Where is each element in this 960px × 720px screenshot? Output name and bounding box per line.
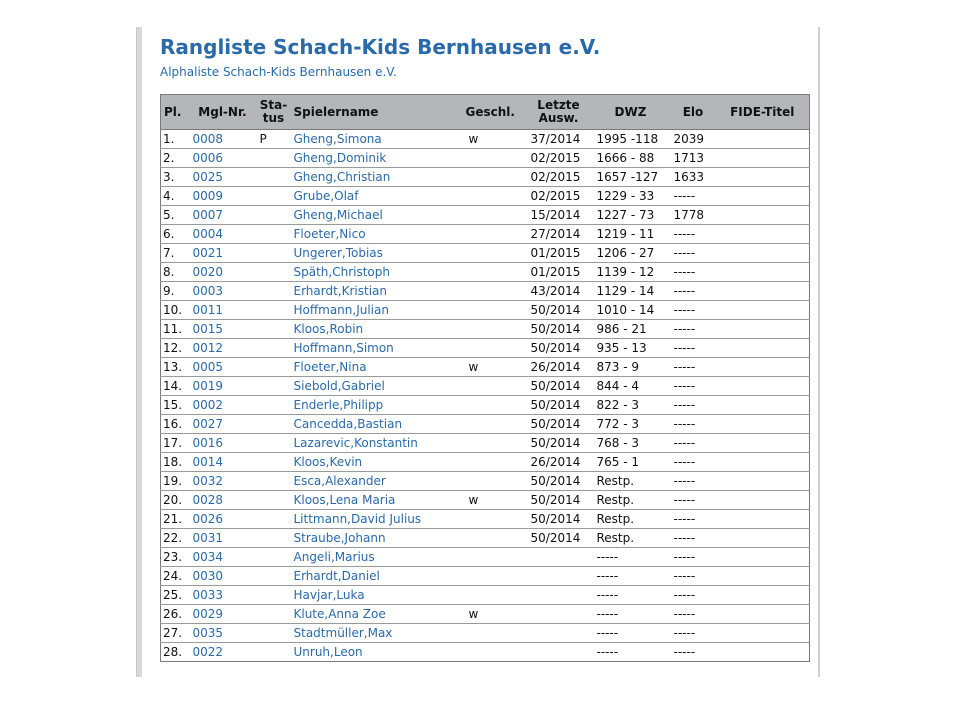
cell-letzte-ausw: [527, 567, 591, 586]
header-mgl-nr: Mgl-Nr.: [189, 95, 257, 130]
player-name-link[interactable]: Kloos,Robin: [291, 320, 463, 339]
cell-elo: -----: [671, 244, 716, 263]
cell-dwz: -----: [591, 567, 671, 586]
cell-geschl: [463, 434, 527, 453]
cell-fide-titel: [716, 244, 810, 263]
cell-geschl: [463, 149, 527, 168]
player-name-link[interactable]: Cancedda,Bastian: [291, 415, 463, 434]
cell-dwz: -----: [591, 548, 671, 567]
cell-elo: -----: [671, 225, 716, 244]
member-number-link[interactable]: 0004: [189, 225, 257, 244]
table-row: [161, 624, 810, 643]
cell-letzte-ausw: 50/2014: [527, 339, 591, 358]
cell-fide-titel: [716, 529, 810, 548]
cell-dwz: 935 - 13: [591, 339, 671, 358]
cell-pl: 25.: [161, 586, 189, 605]
cell-geschl: [463, 510, 527, 529]
table-row: [161, 244, 810, 263]
cell-pl: 11.: [161, 320, 189, 339]
cell-letzte-ausw: 26/2014: [527, 358, 591, 377]
cell-status: [257, 149, 291, 168]
cell-status: [257, 491, 291, 510]
cell-letzte-ausw: 43/2014: [527, 282, 591, 301]
cell-status: P: [257, 130, 291, 149]
cell-fide-titel: [716, 130, 810, 149]
cell-elo: -----: [671, 453, 716, 472]
table-header-row: [161, 95, 810, 130]
cell-dwz: 1206 - 27: [591, 244, 671, 263]
cell-status: [257, 586, 291, 605]
cell-dwz: 765 - 1: [591, 453, 671, 472]
cell-dwz: 844 - 4: [591, 377, 671, 396]
player-name-link[interactable]: Gheng,Dominik: [291, 149, 463, 168]
cell-elo: -----: [671, 263, 716, 282]
cell-letzte-ausw: 02/2015: [527, 187, 591, 206]
cell-fide-titel: [716, 434, 810, 453]
cell-fide-titel: [716, 358, 810, 377]
cell-pl: 19.: [161, 472, 189, 491]
member-number-link[interactable]: 0008: [189, 130, 257, 149]
cell-fide-titel: [716, 339, 810, 358]
table-row: [161, 358, 810, 377]
cell-elo: -----: [671, 548, 716, 567]
cell-status: [257, 453, 291, 472]
table-row: [161, 187, 810, 206]
cell-elo: -----: [671, 624, 716, 643]
cell-pl: 24.: [161, 567, 189, 586]
cell-letzte-ausw: 50/2014: [527, 415, 591, 434]
cell-fide-titel: [716, 491, 810, 510]
cell-pl: 23.: [161, 548, 189, 567]
table-row: [161, 282, 810, 301]
cell-geschl: [463, 643, 527, 662]
cell-status: [257, 358, 291, 377]
cell-letzte-ausw: [527, 624, 591, 643]
cell-pl: 6.: [161, 225, 189, 244]
cell-fide-titel: [716, 567, 810, 586]
cell-status: [257, 529, 291, 548]
header-spielername: Spielername: [291, 95, 463, 130]
cell-status: [257, 396, 291, 415]
cell-letzte-ausw: 01/2015: [527, 244, 591, 263]
member-number-link[interactable]: 0014: [189, 453, 257, 472]
player-name-link[interactable]: Späth,Christoph: [291, 263, 463, 282]
player-name-link[interactable]: Klute,Anna Zoe: [291, 605, 463, 624]
cell-geschl: [463, 263, 527, 282]
cell-fide-titel: [716, 415, 810, 434]
player-name-link[interactable]: Esca,Alexander: [291, 472, 463, 491]
cell-dwz: -----: [591, 605, 671, 624]
member-number-link[interactable]: 0009: [189, 187, 257, 206]
cell-elo: -----: [671, 472, 716, 491]
cell-geschl: [463, 548, 527, 567]
cell-letzte-ausw: 50/2014: [527, 472, 591, 491]
cell-letzte-ausw: 50/2014: [527, 396, 591, 415]
cell-letzte-ausw: 26/2014: [527, 453, 591, 472]
cell-elo: 2039: [671, 130, 716, 149]
member-number-link[interactable]: 0030: [189, 567, 257, 586]
cell-status: [257, 225, 291, 244]
player-name-link[interactable]: Gheng,Christian: [291, 168, 463, 187]
player-name-link[interactable]: Gheng,Michael: [291, 206, 463, 225]
cell-status: [257, 339, 291, 358]
cell-dwz: 1995 -118: [591, 130, 671, 149]
cell-fide-titel: [716, 149, 810, 168]
cell-geschl: [463, 567, 527, 586]
member-number-link[interactable]: 0016: [189, 434, 257, 453]
cell-letzte-ausw: 02/2015: [527, 149, 591, 168]
player-name-link[interactable]: Angeli,Marius: [291, 548, 463, 567]
cell-elo: -----: [671, 567, 716, 586]
cell-dwz: Restp.: [591, 472, 671, 491]
table-row: [161, 263, 810, 282]
header-pl: Pl.: [161, 95, 189, 130]
player-name-link[interactable]: Erhardt,Kristian: [291, 282, 463, 301]
table-row: [161, 586, 810, 605]
cell-status: [257, 567, 291, 586]
cell-letzte-ausw: 15/2014: [527, 206, 591, 225]
player-name-link[interactable]: Siebold,Gabriel: [291, 377, 463, 396]
cell-pl: 21.: [161, 510, 189, 529]
member-number-link[interactable]: 0011: [189, 301, 257, 320]
table-row: [161, 396, 810, 415]
member-number-link[interactable]: 0031: [189, 529, 257, 548]
cell-dwz: 1229 - 33: [591, 187, 671, 206]
cell-pl: 10.: [161, 301, 189, 320]
cell-geschl: w: [463, 605, 527, 624]
player-name-link[interactable]: Havjar,Luka: [291, 586, 463, 605]
cell-pl: 5.: [161, 206, 189, 225]
cell-pl: 15.: [161, 396, 189, 415]
cell-geschl: [463, 225, 527, 244]
cell-geschl: [463, 529, 527, 548]
cell-elo: -----: [671, 586, 716, 605]
cell-elo: 1633: [671, 168, 716, 187]
cell-dwz: Restp.: [591, 491, 671, 510]
player-name-link[interactable]: Floeter,Nico: [291, 225, 463, 244]
player-name-link[interactable]: Lazarevic,Konstantin: [291, 434, 463, 453]
cell-geschl: [463, 586, 527, 605]
table-row: [161, 206, 810, 225]
cell-status: [257, 605, 291, 624]
cell-elo: 1778: [671, 206, 716, 225]
member-number-link[interactable]: 0007: [189, 206, 257, 225]
header-letzte-ausw: Letzte Ausw.: [527, 95, 591, 130]
cell-dwz: 1010 - 14: [591, 301, 671, 320]
left-frame-border: [136, 27, 142, 677]
cell-pl: 22.: [161, 529, 189, 548]
cell-pl: 3.: [161, 168, 189, 187]
cell-status: [257, 377, 291, 396]
header-geschl: Geschl.: [463, 95, 527, 130]
table-row: [161, 453, 810, 472]
cell-dwz: 986 - 21: [591, 320, 671, 339]
right-frame-border: [818, 27, 820, 677]
player-name-link[interactable]: Gheng,Simona: [291, 130, 463, 149]
cell-dwz: 1129 - 14: [591, 282, 671, 301]
cell-fide-titel: [716, 187, 810, 206]
cell-pl: 17.: [161, 434, 189, 453]
cell-letzte-ausw: 50/2014: [527, 529, 591, 548]
cell-fide-titel: [716, 282, 810, 301]
player-name-link[interactable]: Kloos,Kevin: [291, 453, 463, 472]
header-status: Sta- tus: [257, 95, 291, 130]
player-name-link[interactable]: Erhardt,Daniel: [291, 567, 463, 586]
member-number-link[interactable]: 0032: [189, 472, 257, 491]
cell-geschl: [463, 282, 527, 301]
header-fide-titel: FIDE-Titel: [716, 95, 810, 130]
cell-pl: 1.: [161, 130, 189, 149]
cell-status: [257, 282, 291, 301]
cell-elo: -----: [671, 415, 716, 434]
cell-elo: 1713: [671, 149, 716, 168]
cell-geschl: [463, 453, 527, 472]
player-name-link[interactable]: Floeter,Nina: [291, 358, 463, 377]
member-number-link[interactable]: 0034: [189, 548, 257, 567]
cell-dwz: -----: [591, 624, 671, 643]
player-name-link[interactable]: Straube,Johann: [291, 529, 463, 548]
cell-status: [257, 624, 291, 643]
table-row: [161, 225, 810, 244]
cell-elo: -----: [671, 320, 716, 339]
cell-dwz: 1666 - 88: [591, 149, 671, 168]
cell-fide-titel: [716, 396, 810, 415]
player-name-link[interactable]: Kloos,Lena Maria: [291, 491, 463, 510]
header-dwz: DWZ: [591, 95, 671, 130]
cell-geschl: [463, 320, 527, 339]
cell-letzte-ausw: 50/2014: [527, 434, 591, 453]
cell-letzte-ausw: 27/2014: [527, 225, 591, 244]
cell-pl: 4.: [161, 187, 189, 206]
cell-elo: -----: [671, 491, 716, 510]
cell-dwz: 1657 -127: [591, 168, 671, 187]
cell-elo: -----: [671, 605, 716, 624]
cell-status: [257, 263, 291, 282]
cell-elo: -----: [673, 645, 696, 659]
cell-status: [257, 206, 291, 225]
cell-status: [257, 187, 291, 206]
member-number-link[interactable]: 0006: [189, 149, 257, 168]
cell-pl: 20.: [161, 491, 189, 510]
cell-fide-titel: [716, 472, 810, 491]
cell-dwz: 873 - 9: [591, 358, 671, 377]
member-number-link[interactable]: 0025: [189, 168, 257, 187]
ranking-table: [160, 94, 810, 662]
cell-status: [257, 301, 291, 320]
cell-fide-titel: [716, 510, 810, 529]
table-row: [161, 168, 810, 187]
member-number-link[interactable]: 0027: [189, 415, 257, 434]
cell-letzte-ausw: [527, 605, 591, 624]
table-row: [161, 339, 810, 358]
cell-geschl: w: [463, 358, 527, 377]
cell-fide-titel: [716, 624, 810, 643]
player-name-link[interactable]: Hoffmann,Julian: [291, 301, 463, 320]
cell-elo: -----: [671, 358, 716, 377]
cell-elo: -----: [671, 282, 716, 301]
cell-geschl: w: [463, 491, 527, 510]
table-row: [161, 567, 810, 586]
cell-pl: 2.: [161, 149, 189, 168]
cell-geschl: [463, 624, 527, 643]
cell-status: [257, 472, 291, 491]
cell-geschl: [463, 301, 527, 320]
cell-status: [257, 244, 291, 263]
cell-pl: 28.: [163, 645, 183, 659]
cell-letzte-ausw: 50/2014: [527, 301, 591, 320]
cell-fide-titel: [716, 643, 810, 662]
table-row: [161, 130, 810, 149]
member-number-link[interactable]: 0003: [189, 282, 257, 301]
player-name-link[interactable]: Ungerer,Tobias: [291, 244, 463, 263]
table-row: [161, 643, 810, 662]
cell-letzte-ausw: 50/2014: [527, 491, 591, 510]
cell-letzte-ausw: 02/2015: [527, 168, 591, 187]
table-row: [161, 301, 810, 320]
member-number-link[interactable]: 0012: [189, 339, 257, 358]
cell-letzte-ausw: [527, 643, 591, 662]
cell-elo: -----: [671, 377, 716, 396]
cell-letzte-ausw: [527, 586, 591, 605]
cell-dwz: Restp.: [591, 529, 671, 548]
cell-dwz: 822 - 3: [591, 396, 671, 415]
cell-fide-titel: [716, 548, 810, 567]
member-number-link[interactable]: 0033: [189, 586, 257, 605]
cell-fide-titel: [716, 168, 810, 187]
member-number-link[interactable]: 0019: [189, 377, 257, 396]
cell-elo: -----: [671, 396, 716, 415]
cell-pl: 13.: [161, 358, 189, 377]
cell-geschl: [463, 396, 527, 415]
table-row: [161, 548, 810, 567]
player-name-link[interactable]: Enderle,Philipp: [291, 396, 463, 415]
player-name-link[interactable]: Unruh,Leon: [293, 645, 363, 659]
cell-status: [257, 415, 291, 434]
cell-status: [257, 510, 291, 529]
table-row: [161, 149, 810, 168]
cell-fide-titel: [716, 586, 810, 605]
cell-geschl: [463, 168, 527, 187]
cell-dwz: 772 - 3: [591, 415, 671, 434]
cell-elo: -----: [671, 510, 716, 529]
table-row: [161, 320, 810, 339]
cell-pl: 7.: [161, 244, 189, 263]
table-row: [161, 415, 810, 434]
member-number-link[interactable]: 0029: [189, 605, 257, 624]
table-row: [161, 472, 810, 491]
page-subtitle: Alphaliste Schach-Kids Bernhausen e.V.: [160, 65, 397, 79]
cell-dwz: 1227 - 73: [591, 206, 671, 225]
member-number-link[interactable]: 0002: [189, 396, 257, 415]
cell-elo: -----: [671, 434, 716, 453]
cell-geschl: [463, 187, 527, 206]
cell-fide-titel: [716, 453, 810, 472]
ranking-table-body: [161, 130, 810, 662]
player-name-link[interactable]: Grube,Olaf: [291, 187, 463, 206]
cell-geschl: [463, 415, 527, 434]
member-number-link[interactable]: 0035: [189, 624, 257, 643]
player-name-link[interactable]: Stadtmüller,Max: [291, 624, 463, 643]
player-name-link[interactable]: Hoffmann,Simon: [291, 339, 463, 358]
cell-geschl: [463, 206, 527, 225]
cell-letzte-ausw: 50/2014: [527, 320, 591, 339]
member-number-link[interactable]: 0021: [189, 244, 257, 263]
cell-letzte-ausw: 50/2014: [527, 510, 591, 529]
cell-fide-titel: [716, 605, 810, 624]
cell-pl: 8.: [161, 263, 189, 282]
cell-geschl: [463, 339, 527, 358]
table-row: [161, 491, 810, 510]
cell-geschl: w: [463, 130, 527, 149]
cell-elo: -----: [671, 339, 716, 358]
cell-dwz: 768 - 3: [591, 434, 671, 453]
cell-status: [257, 434, 291, 453]
cell-elo: -----: [671, 301, 716, 320]
cell-pl: 9.: [161, 282, 189, 301]
cell-pl: 18.: [161, 453, 189, 472]
table-row: [161, 377, 810, 396]
cell-fide-titel: [716, 377, 810, 396]
cell-dwz: 1139 - 12: [591, 263, 671, 282]
member-number-link[interactable]: 0020: [189, 263, 257, 282]
cell-pl: 12.: [161, 339, 189, 358]
header-elo: Elo: [671, 95, 716, 130]
cell-dwz: -----: [591, 586, 671, 605]
table-row: [161, 605, 810, 624]
table-row: [161, 529, 810, 548]
member-number-link[interactable]: 0026: [189, 510, 257, 529]
cell-dwz: Restp.: [591, 510, 671, 529]
cell-letzte-ausw: 01/2015: [527, 263, 591, 282]
cell-pl: 16.: [161, 415, 189, 434]
cell-fide-titel: [716, 225, 810, 244]
cell-status: [257, 320, 291, 339]
page-title: Rangliste Schach-Kids Bernhausen e.V.: [160, 35, 601, 59]
member-number-link[interactable]: 0005: [189, 358, 257, 377]
cell-letzte-ausw: [527, 548, 591, 567]
cell-status: [257, 548, 291, 567]
cell-elo: -----: [671, 529, 716, 548]
cell-dwz: 1219 - 11: [591, 225, 671, 244]
cell-geschl: [463, 377, 527, 396]
cell-pl: 26.: [161, 605, 189, 624]
table-row: [161, 510, 810, 529]
table-row: [161, 434, 810, 453]
cell-pl: 27.: [161, 624, 189, 643]
cell-status: [257, 168, 291, 187]
member-number-link[interactable]: 0028: [189, 491, 257, 510]
cell-letzte-ausw: 37/2014: [527, 130, 591, 149]
cell-fide-titel: [716, 301, 810, 320]
cell-geschl: [463, 244, 527, 263]
cell-fide-titel: [716, 263, 810, 282]
cell-letzte-ausw: 50/2014: [527, 377, 591, 396]
cell-dwz: -----: [596, 645, 619, 659]
player-name-link[interactable]: Littmann,David Julius: [291, 510, 463, 529]
cell-fide-titel: [716, 206, 810, 225]
member-number-link[interactable]: 0015: [189, 320, 257, 339]
cell-elo: -----: [671, 187, 716, 206]
member-number-link[interactable]: 0022: [192, 645, 224, 659]
cell-geschl: [463, 472, 527, 491]
cell-pl: 14.: [161, 377, 189, 396]
cell-status: [257, 643, 291, 662]
cell-fide-titel: [716, 320, 810, 339]
